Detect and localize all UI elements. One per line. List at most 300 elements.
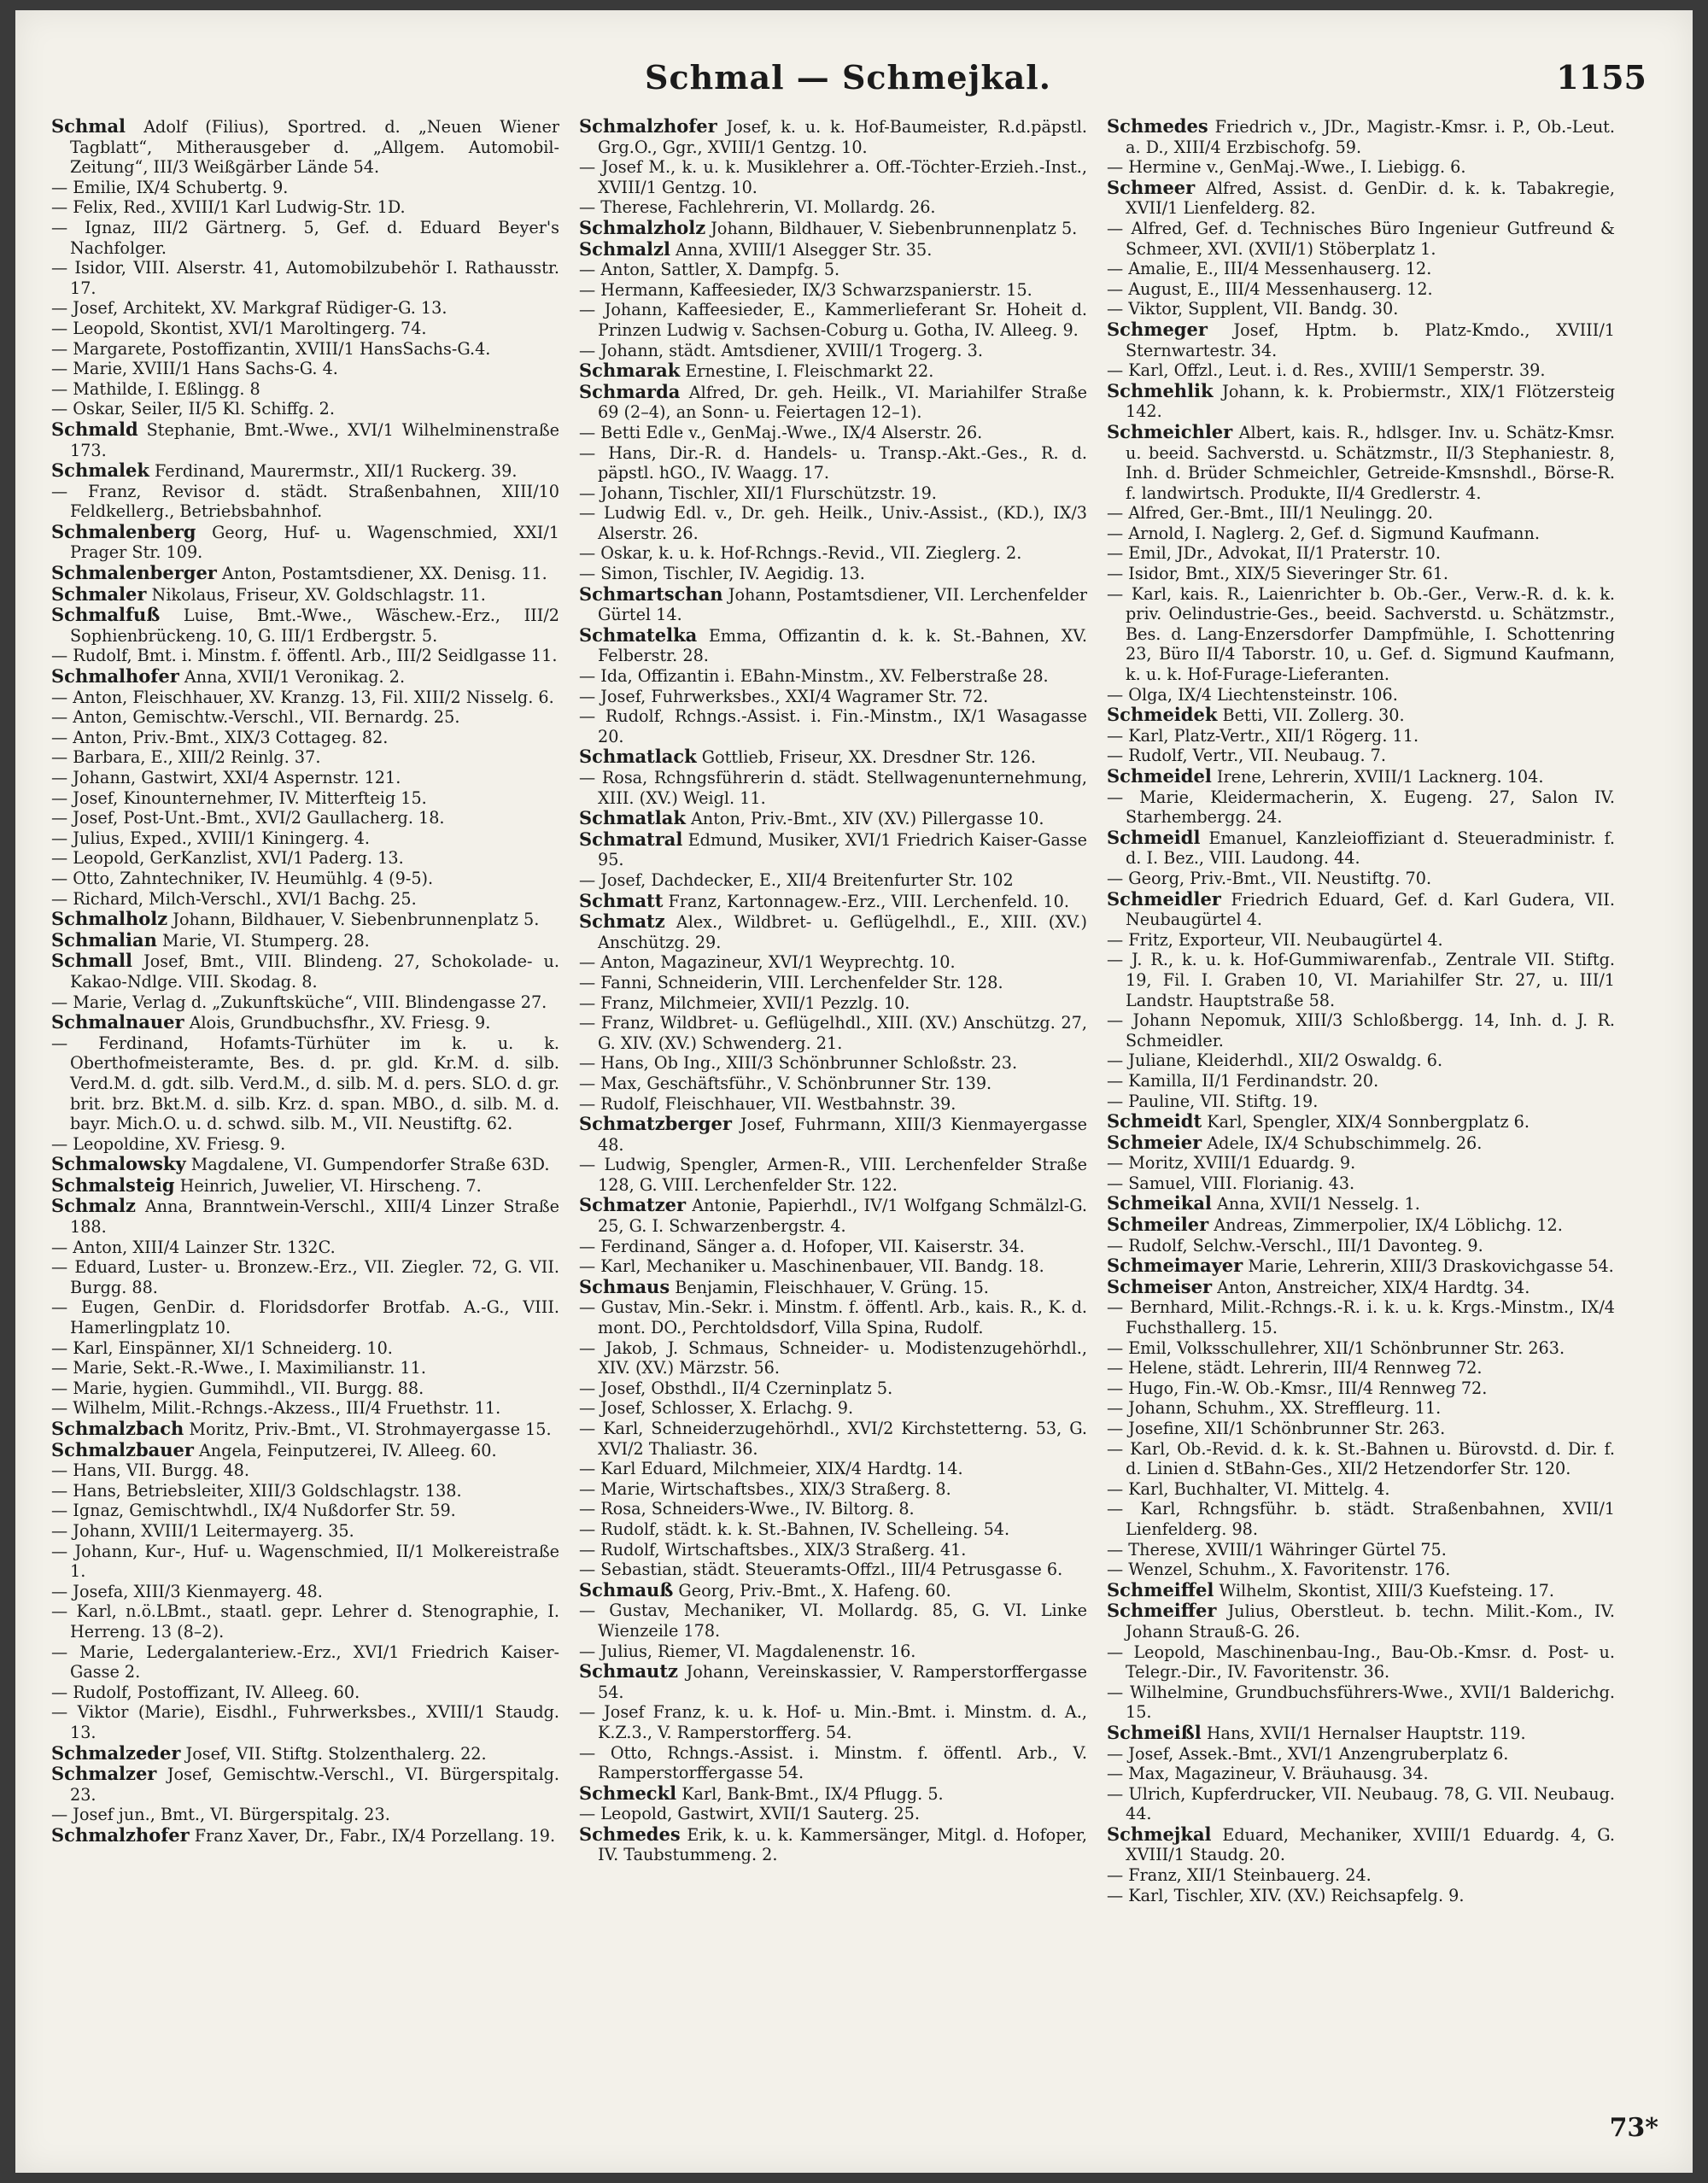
entry-details: — Emilie, IX/4 Schubertg. 9.	[51, 177, 289, 197]
directory-entry	[1107, 1132, 1615, 1154]
entry-surname: Schmeer	[1107, 176, 1196, 198]
directory-entry	[51, 889, 559, 910]
directory-entry	[1107, 1824, 1615, 1865]
entry-details: — Marie, Ledergalanteriew.-Erz., XVI/1 Friedrich Kaiser-Gasse 2.	[51, 1642, 559, 1683]
entry-surname: Schmarda	[579, 380, 681, 402]
entry-details: — Anton, Sattler, X. Dampfg. 5.	[579, 260, 840, 280]
entry-surname: Schmeikal	[1107, 1192, 1212, 1214]
directory-entry	[1107, 1214, 1615, 1236]
directory-entry	[51, 768, 559, 788]
entry-details: — Johann, städt. Amtsdiener, XVIII/1 Trogerg. 3.	[579, 340, 983, 360]
directory-entry	[1107, 685, 1615, 705]
entry-surname: Schmalzhofer	[579, 116, 717, 137]
directory-entry	[51, 1175, 559, 1197]
entry-details: — J. R., k. u. k. Hof-Gummiwarenfab., Zentrale VII. Stiftg. 19, Fil. I. Graben 10, VI. Mariahilfer Str. 27, u. III/1 Landstr. Hauptstraße 58.	[1107, 950, 1615, 1010]
entry-details: — Franz, Milchmeier, XVII/1 Pezzlg. 10.	[579, 992, 910, 1013]
entry-details: Josef, Gemischtw.-Verschl., VI. Bürgerspitalg. 23.	[70, 1765, 559, 1805]
directory-entry	[1107, 1886, 1615, 1906]
directory-entry	[1107, 503, 1615, 524]
entry-details: — Josef, Assek.-Bmt., XVI/1 Anzengruberplatz 6.	[1107, 1743, 1509, 1764]
directory-entry	[51, 379, 559, 400]
entry-surname: Schmeimayer	[1107, 1255, 1243, 1277]
entry-details: — Josef, Obsthdl., II/4 Czerninplatz 5.	[579, 1378, 893, 1398]
directory-entry	[51, 1154, 559, 1175]
signature-mark: 73*	[1609, 2113, 1658, 2143]
entry-details: — Rudolf, Rchngs.-Assist. i. Fin.-Minstm., IX/1 Wasagasse 20.	[579, 706, 1087, 746]
directory-entry	[1107, 1419, 1615, 1439]
directory-entry	[1107, 1560, 1615, 1580]
entry-details: — Karl, n.ö.LBmt., staatl. gepr. Lehrer d. Stenographie, I. Herreng. 13 (8–2).	[51, 1601, 559, 1642]
entry-details: — Otto, Rchngs.-Assist. i. Minstm. f. öffentl. Arb., V. Ramperstorffergasse 54.	[579, 1742, 1087, 1783]
entry-details: — Hans, Dir.-R. d. Handels- u. Transp.-Akt.-Ges., R. d. päpstl. hGO., IV. Waagg. 17.	[579, 442, 1087, 483]
entry-details: Franz, Kartonnagew.-Erz., VIII. Lerchenfeld. 10.	[663, 891, 1069, 911]
directory-entry	[1107, 1784, 1615, 1824]
directory-entry	[1107, 584, 1615, 685]
entry-details: — Rudolf, Selchw.-Verschl., III/1 Davonteg. 9.	[1107, 1235, 1483, 1255]
entry-surname: Schmatt	[579, 889, 664, 911]
entry-details: — Rudolf, Postoffizant, IV. Alleeg. 60.	[51, 1682, 360, 1702]
entry-surname: Schmeidler	[1107, 887, 1221, 910]
entry-details: — Rudolf, städt. k. k. St.-Bahnen, IV. Schelleing. 54.	[579, 1519, 1010, 1539]
directory-entry	[51, 605, 559, 646]
entry-details: Stephanie, Bmt.-Wwe., XVI/1 Wilhelminenstraße 173.	[70, 419, 559, 460]
entry-details: — Hugo, Fin.-W. Ob.-Kmsr., III/4 Rennweg 72.	[1107, 1378, 1488, 1398]
entry-details: — Johann, Kaffeesieder, E., Kammerlieferant Sr. Hoheit d. Prinzen Ludwig v. Sachsen-Coburg u. Gotha, IV. Alleeg. 9.	[579, 300, 1087, 340]
directory-entry	[579, 1053, 1087, 1074]
entry-details: Anton, Priv.-Bmt., XIV (XV.) Pillergasse 10.	[685, 809, 1044, 829]
entry-details: — Leopold, Maschinenbau-Ing., Bau-Ob.-Kmsr. d. Post- u. Telegr.-Dir., IV. Favoritenstr. 36.	[1107, 1642, 1615, 1683]
entry-surname: Schmaus	[579, 1275, 670, 1297]
entry-details: — Karl, Einspänner, XI/1 Schneiderg. 10.	[51, 1337, 393, 1358]
directory-entry	[51, 399, 559, 419]
entry-details: — Julius, Riemer, VI. Magdalenenstr. 16.	[579, 1641, 916, 1661]
directory-entry	[579, 1743, 1087, 1783]
entry-surname: Schmalfuß	[51, 604, 161, 626]
entry-details: Edmund, Musiker, XVI/1 Friedrich Kaiser-Gasse 95.	[598, 829, 1087, 870]
entry-surname: Schmeißl	[1107, 1721, 1202, 1743]
directory-entry	[51, 1521, 559, 1542]
entry-details: — Alfred, Ger.-Bmt., III/1 Neulingg. 20.	[1107, 503, 1433, 524]
entry-details: — Viktor (Marie), Eisdhl., Fuhrwerksbes., XVIII/1 Staudg. 13.	[51, 1702, 559, 1742]
directory-entry	[51, 1196, 559, 1237]
directory-entry	[579, 197, 1087, 218]
entry-details: — Therese, XVIII/1 Währinger Gürtel 75.	[1107, 1539, 1447, 1560]
directory-entry	[1107, 1723, 1615, 1744]
entry-details: — Julius, Exped., XVIII/1 Kiningerg. 4.	[51, 828, 371, 848]
entry-details: — Kamilla, II/1 Ferdinandstr. 20.	[1107, 1070, 1379, 1091]
entry-surname: Schmalhofer	[51, 665, 179, 688]
entry-surname: Schmalzbauer	[51, 1438, 194, 1460]
entry-details: — Eugen, GenDir. d. Floridsdorfer Brotfab. A.-G., VIII. Hamerlingplatz 10.	[51, 1297, 559, 1338]
directory-entry	[1107, 1398, 1615, 1419]
directory-entry	[1107, 1358, 1615, 1378]
directory-entry	[51, 788, 559, 809]
entry-details: — Anton, Gemischtw.-Verschl., VII. Bernardg. 25.	[51, 707, 460, 728]
entry-surname: Schmaler	[51, 582, 147, 605]
entry-surname: Schmeiler	[1107, 1214, 1209, 1236]
entry-details: Anna, XVII/1 Veronikag. 2.	[178, 667, 406, 688]
directory-entry	[579, 1540, 1087, 1560]
entry-surname: Schmehlik	[1107, 379, 1214, 401]
column-1	[51, 116, 559, 2106]
entry-details: Josef, k. u. k. Hof-Baumeister, R.d.päpstl. Grg.O., Ggr., XVIII/1 Gentzg. 10.	[598, 117, 1087, 157]
entry-details: — August, E., III/4 Messenhauserg. 12.	[1107, 278, 1433, 299]
entry-details: Alfred, Dr. geh. Heilk., VI. Mariahilfer Straße 69 (2–4), an Sonn- u. Feiertagen 12–1).	[598, 382, 1087, 423]
directory-entry	[51, 930, 559, 951]
entry-surname: Schmeidt	[1107, 1110, 1202, 1132]
entry-surname: Schmautz	[579, 1660, 678, 1683]
column-2	[579, 116, 1087, 2106]
directory-entry	[579, 1804, 1087, 1824]
entry-details: — Josef, Post-Unt.-Bmt., XVI/2 Gaullacherg. 18.	[51, 808, 445, 828]
directory-entry	[1107, 1010, 1615, 1051]
entry-details: — Hans, VII. Burgg. 48.	[51, 1460, 249, 1481]
entry-surname: Schmeidek	[1107, 704, 1218, 726]
directory-entry	[51, 1257, 559, 1297]
entry-details: — Ludwig, Spengler, Armen-R., VIII. Lerchenfelder Straße 128, G. VIII. Lerchenfelder Str. 122.	[579, 1155, 1087, 1195]
entry-details: Anna, XVII/1 Nesselg. 1.	[1211, 1194, 1420, 1214]
directory-entry	[1107, 1642, 1615, 1683]
entry-details: — Johann, Schuhm., XX. Streffleurg. 11.	[1107, 1398, 1442, 1419]
entry-details: Alfred, Assist. d. GenDir. d. k. k. Tabakregie, XVII/1 Lienfelderg. 82.	[1126, 178, 1615, 219]
directory-entry	[1107, 1338, 1615, 1359]
entry-details: — Karl, Platz-Vertr., XII/1 Rögerg. 11.	[1107, 725, 1419, 746]
directory-entry	[1107, 279, 1615, 300]
entry-surname: Schmalzl	[579, 237, 670, 260]
entry-details: — Fanni, Schneiderin, VIII. Lerchenfelder Str. 128.	[579, 972, 1003, 992]
directory-entry	[1107, 422, 1615, 503]
entry-details: Anna, XVIII/1 Alsegger Str. 35.	[670, 239, 933, 260]
entry-details: — Johann, Kur-, Huf- u. Wagenschmied, II/1 Molkereistraße 1.	[51, 1541, 559, 1582]
directory-entry	[1107, 950, 1615, 1010]
entry-surname: Schmalian	[51, 928, 157, 951]
directory-entry	[579, 1601, 1087, 1641]
directory-entry	[579, 116, 1087, 157]
entry-surname: Schmeichler	[1107, 420, 1233, 442]
entry-details: — Ludwig Edl. v., Dr. geh. Heilk., Univ.-Assist., (KD.), IX/3 Alserstr. 26.	[579, 503, 1087, 543]
directory-entry	[1107, 869, 1615, 889]
directory-entry	[51, 1238, 559, 1258]
entry-details: Johann, Postamtsdiener, VII. Lerchenfelder Gürtel 14.	[598, 584, 1087, 625]
entry-details: Anna, Branntwein-Verschl., XIII/4 Linzer Straße 188.	[70, 1197, 559, 1238]
directory-entry	[51, 992, 559, 1013]
directory-entry	[1107, 1092, 1615, 1112]
entry-surname: Schmalzholz	[579, 216, 706, 238]
entry-details: — Ida, Offizantin i. EBahn-Minstm., XV. Felberstraße 28.	[579, 666, 1049, 687]
entry-details: — Karl, kais. R., Laienrichter b. Ob.-Ger., Verw.-R. d. k. k. priv. Oelindustrie-Ges., beeid. Sachverstd. u. Schätzmstr., Bes. d. Lang-Enzersdorfer Dampfmühle, I. Schottenring 23, Büro II/4 Taborstr. 10, u. Gef. d. Sigmund Kaufmann, k. u. k. Hof-Furage-Lieferanten.	[1107, 583, 1615, 685]
entry-details: — Franz, Wildbret- u. Geflügelhdl., XIII. (XV.) Anschützg. 27, G. XIV. (XV.) Schwenderg. 21.	[579, 1013, 1087, 1053]
directory-entry	[1107, 1255, 1615, 1277]
directory-entry	[51, 563, 559, 584]
directory-entry	[579, 829, 1087, 870]
directory-entry	[51, 1358, 559, 1378]
entry-details: — Johann Nepomuk, XIII/3 Schloßbergg. 14, Inh. d. J. R. Schmeidler.	[1107, 1010, 1615, 1051]
directory-entry	[579, 483, 1087, 504]
directory-entry	[1107, 1378, 1615, 1399]
directory-entry	[1107, 766, 1615, 787]
entry-details: — Johann, Gastwirt, XXI/4 Aspernstr. 121.	[51, 768, 401, 787]
directory-entry	[579, 1419, 1087, 1459]
directory-entry	[579, 1378, 1087, 1399]
entry-details: — Rudolf, Wirtschaftsbes., XIX/3 Straßerg. 41.	[579, 1539, 967, 1560]
entry-details: — Karl, Mechaniker u. Maschinenbauer, VII. Bandg. 18.	[579, 1256, 1044, 1277]
directory-entry	[579, 768, 1087, 808]
entry-details: Nikolaus, Friseur, XV. Goldschlagstr. 11.	[146, 584, 486, 605]
entry-details: — Josefa, XIII/3 Kienmayerg. 48.	[51, 1581, 323, 1601]
directory-entry	[51, 359, 559, 379]
directory-entry	[1107, 319, 1615, 360]
directory-entry	[1107, 828, 1615, 869]
directory-entry	[51, 869, 559, 889]
directory-entry	[1107, 1071, 1615, 1092]
entry-details: — Alfred, Gef. d. Technisches Büro Ingenieur Gutfreund & Schmeer, XVI. (XVII/1) Stöberplatz 1.	[1107, 218, 1615, 259]
entry-surname: Schmalz	[51, 1195, 136, 1217]
entry-details: Karl, Spengler, XIX/4 Sonnbergplatz 6.	[1202, 1112, 1530, 1132]
directory-entry	[1107, 564, 1615, 584]
directory-entry	[1107, 1499, 1615, 1539]
entry-details: — Marie, Wirtschaftsbes., XIX/3 Straßerg. 8.	[579, 1478, 951, 1499]
entry-details: — Ferdinand, Sänger a. d. Hofoper, VII. Kaiserstr. 34.	[579, 1236, 1025, 1256]
entry-details: Marie, VI. Stumperg. 28.	[156, 930, 370, 951]
directory-entry	[579, 706, 1087, 746]
directory-entry	[579, 952, 1087, 973]
entry-details: — Leopold, GerKanzlist, XVI/1 Paderg. 13.	[51, 848, 404, 869]
directory-entry	[579, 973, 1087, 993]
column-3	[1107, 116, 1615, 2106]
entry-details: — Josef, Architekt, XV. Markgraf Rüdiger-G. 13.	[51, 298, 447, 319]
directory-entry	[51, 1764, 559, 1805]
directory-entry	[51, 728, 559, 748]
entry-details: Heinrich, Juwelier, VI. Hirscheng. 7.	[174, 1175, 482, 1196]
entry-details: — Bernhard, Milit.-Rchngs.-R. i. k. u. k. Krgs.-Minstm., IX/4 Fuchsthallerg. 15.	[1107, 1297, 1615, 1338]
directory-entry	[579, 1155, 1087, 1195]
entry-surname: Schmalholz	[51, 908, 168, 930]
directory-entry	[579, 564, 1087, 584]
directory-entry	[51, 808, 559, 828]
entry-surname: Schmalenberger	[51, 562, 217, 584]
entry-details: — Josef M., k. u. k. Musiklehrer a. Off.-Töchter-Erzieh.-Inst., XVIII/1 Gentzg. 10.	[579, 157, 1087, 197]
entry-surname: Schmeiser	[1107, 1275, 1213, 1297]
directory-entry	[579, 423, 1087, 443]
entry-details: — Eduard, Luster- u. Bronzew.-Erz., VII. Ziegler. 72, G. VII. Burgg. 88.	[51, 1257, 559, 1297]
directory-entry	[51, 1481, 559, 1501]
entry-details: — Otto, Zahntechniker, IV. Heumühlg. 4 (9-5).	[51, 868, 434, 888]
entry-details: — Isidor, VIII. Alserstr. 41, Automobilzubehör I. Rathausstr. 17.	[51, 258, 559, 298]
entry-details: Anton, Postamtsdiener, XX. Denisg. 11.	[216, 564, 547, 584]
directory-entry	[1107, 360, 1615, 381]
directory-entry	[1107, 889, 1615, 930]
directory-entry	[51, 116, 559, 178]
entry-surname: Schmeidel	[1107, 765, 1212, 787]
entry-details: — Moritz, XVIII/1 Eduardg. 9.	[1107, 1153, 1356, 1173]
entry-details: — Ignaz, III/2 Gärtnerg. 5, Gef. d. Eduard Beyer's Nachfolger.	[51, 217, 559, 258]
entry-details: Benjamin, Fleischhauer, V. Grüng. 15.	[670, 1277, 989, 1297]
entry-surname: Schmatlak	[579, 807, 686, 829]
entry-details: — Josefine, XII/1 Schönbrunner Str. 263.	[1107, 1419, 1446, 1438]
directory-entry	[1107, 1683, 1615, 1723]
entry-details: Josef, Bmt., VIII. Blindeng. 27, Schokolade- u. Kakao-Ndlge. VIII. Skodag. 8.	[70, 951, 559, 992]
entry-details: — Johann, XVIII/1 Leitermayerg. 35.	[51, 1520, 354, 1541]
entry-details: — Rudolf, Vertr., VII. Neubaug. 7.	[1107, 746, 1386, 766]
entry-details: — Anton, XIII/4 Lainzer Str. 132C.	[51, 1237, 336, 1257]
directory-entry	[579, 1560, 1087, 1580]
entry-details: — Rosa, Rchngsführerin d. städt. Stellwagenunternehmung, XIII. (XV.) Weigl. 11.	[579, 768, 1087, 808]
entry-details: Josef, Hptm. b. Platz-Kmdo., XVIII/1 Sternwartestr. 34.	[1126, 319, 1615, 360]
directory-entry	[51, 1378, 559, 1399]
directory-entry	[1107, 219, 1615, 259]
entry-details: — Max, Geschäftsführ., V. Schönbrunner Str. 139.	[579, 1073, 992, 1093]
entry-details: Magdalene, VI. Gumpendorfer Straße 63D.	[185, 1155, 550, 1175]
directory-entry	[579, 239, 1087, 260]
entry-details: — Hans, Betriebsleiter, XIII/3 Goldschlagstr. 138.	[51, 1480, 462, 1501]
entry-details: — Mathilde, I. Eßlingg. 8	[51, 378, 260, 399]
entry-details: Josef, Fuhrmann, XIII/3 Kienmayergasse 48.	[598, 1115, 1087, 1155]
directory-entry	[579, 1519, 1087, 1540]
entry-details: — Wilhelm, Milit.-Rchngs.-Akzess., III/4 Fruethstr. 11.	[51, 1398, 501, 1419]
entry-surname: Schmeiffer	[1107, 1600, 1217, 1622]
entry-details: Irene, Lehrerin, XVIII/1 Lacknerg. 104.	[1211, 767, 1544, 787]
directory-entry	[1107, 1236, 1615, 1256]
directory-entry	[1107, 930, 1615, 951]
entry-details: — Ulrich, Kupferdrucker, VII. Neubaug. 78, G. VII. Neubaug. 44.	[1107, 1783, 1615, 1824]
entry-details: Erik, k. u. k. Kammersänger, Mitgl. d. Hofoper, IV. Taubstummeng. 2.	[598, 1824, 1087, 1865]
directory-entry	[51, 909, 559, 930]
directory-entry	[1107, 1540, 1615, 1560]
directory-entry	[51, 951, 559, 992]
directory-entry	[579, 1459, 1087, 1479]
entry-details: — Marie, Kleidermacherin, X. Eugeng. 27, Salon IV. Starhembergg. 24.	[1107, 787, 1615, 828]
directory-entry	[579, 1702, 1087, 1742]
directory-entry	[579, 584, 1087, 625]
entry-surname: Schmalzhofer	[51, 1823, 190, 1846]
directory-entry	[1107, 178, 1615, 219]
directory-entry	[579, 360, 1087, 382]
directory-page	[15, 10, 1693, 2173]
directory-entry	[579, 1195, 1087, 1236]
directory-entry	[579, 746, 1087, 768]
entry-surname: Schmatzer	[579, 1194, 687, 1216]
entry-details: — Simon, Tischler, IV. Aegidig. 13.	[579, 564, 865, 584]
directory-entry	[51, 298, 559, 319]
entry-details: Emma, Offizantin d. k. k. St.-Bahnen, XV. Felberstr. 28.	[598, 625, 1087, 666]
entry-details: Andreas, Zimmerpolier, IX/4 Löblichg. 12.	[1208, 1215, 1563, 1236]
entry-details: Luise, Bmt.-Wwe., Wäschew.-Erz., III/2 Sophienbrückeng. 10, G. III/1 Erdbergstr. 5.	[70, 606, 559, 646]
entry-surname: Schmartschan	[579, 582, 723, 605]
directory-entry	[1107, 1580, 1615, 1601]
directory-entry	[51, 1582, 559, 1602]
directory-entry	[579, 1642, 1087, 1662]
entry-details: — Felix, Red., XVIII/1 Karl Ludwig-Str. 1D.	[51, 197, 406, 218]
directory-entry	[51, 646, 559, 666]
directory-entry	[579, 1237, 1087, 1257]
entry-details: — Karl, Tischler, XIV. (XV.) Reichsapfelg. 9.	[1107, 1885, 1465, 1905]
directory-entry	[579, 543, 1087, 564]
entry-details: Moritz, Priv.-Bmt., VI. Strohmayergasse 15.	[184, 1419, 552, 1439]
directory-entry	[51, 707, 559, 728]
entry-details: — Josef, Dachdecker, E., XII/4 Breitenfurter Str. 102	[579, 869, 1014, 890]
entry-surname: Schmall	[51, 950, 133, 972]
directory-entry	[51, 258, 559, 298]
entry-details: — Rosa, Schneiders-Wwe., IV. Biltorg. 8.	[579, 1499, 915, 1519]
entry-details: — Josef, Fuhrwerksbes., XXI/4 Wagramer Str. 72.	[579, 686, 989, 706]
directory-entry	[579, 1013, 1087, 1053]
entry-details: — Richard, Milch-Verschl., XVI/1 Bachg. 25.	[51, 888, 417, 909]
directory-entry	[579, 1479, 1087, 1500]
directory-entry	[579, 1824, 1087, 1865]
entry-surname: Schmatlack	[579, 746, 697, 768]
entry-details: Marie, Lehrerin, XIII/3 Draskovichgasse 54.	[1243, 1256, 1614, 1277]
entry-details: — Marie, hygien. Gummihdl., VII. Burgg. 88.	[51, 1378, 424, 1398]
entry-surname: Schmeger	[1107, 318, 1208, 340]
entry-surname: Schmald	[51, 418, 138, 440]
entry-details: — Emil, Volksschullehrer, XII/1 Schönbrunner Str. 263.	[1107, 1337, 1565, 1358]
entry-details: Adele, IX/4 Schubschimmelg. 26.	[1202, 1132, 1483, 1153]
entry-details: — Samuel, VIII. Florianig. 43.	[1107, 1173, 1355, 1193]
entry-details: — Josef, Kinounternehmer, IV. Mitterfteig 15.	[51, 787, 427, 808]
directory-entry	[51, 419, 559, 460]
entry-details: Johann, Vereinskassier, V. Ramperstorffergasse 54.	[598, 1662, 1087, 1702]
directory-entry	[579, 218, 1087, 239]
entry-details: — Karl Eduard, Milchmeier, XIX/4 Hardtg. 14.	[579, 1459, 963, 1479]
directory-entry	[51, 1012, 559, 1033]
entry-details: — Helene, städt. Lehrerin, III/4 Rennweg 72.	[1107, 1358, 1483, 1378]
directory-entry	[1107, 1051, 1615, 1071]
entry-details: — Fritz, Exporteur, VII. Neubaugürtel 4.	[1107, 929, 1443, 950]
directory-entry	[51, 178, 559, 198]
entry-details: — Rudolf, Fleischhauer, VII. Westbahnstr. 39.	[579, 1093, 956, 1114]
entry-details: — Barbara, E., XIII/2 Reinlg. 37.	[51, 747, 321, 768]
entry-details: — Isidor, Bmt., XIX/5 Sieveringer Str. 61.	[1107, 564, 1448, 584]
entry-details: — Margarete, Postoffizantin, XVIII/1 HansSachs-G.4.	[51, 338, 491, 359]
directory-entry	[579, 666, 1087, 687]
directory-entry	[51, 1398, 559, 1419]
entry-details: Gottlieb, Friseur, XX. Dresdner Str. 126.	[696, 747, 1037, 768]
directory-entry	[579, 870, 1087, 891]
entry-details: Adolf (Filius), Sportred. d. „Neuen Wiener Tagblatt“, Mitherausgeber d. „Allgem. Automobil-Zeitung“, III/3 Weißgärber Lände 54.	[70, 117, 559, 178]
entry-details: — Oskar, Seiler, II/5 Kl. Schiffg. 2.	[51, 399, 335, 419]
directory-entry	[579, 1398, 1087, 1419]
directory-entry	[51, 1825, 559, 1846]
directory-entry	[51, 482, 559, 522]
entry-details: — Ignaz, Gemischtwhdl., IX/4 Nußdorfer Str. 59.	[51, 1501, 456, 1521]
directory-entry	[51, 1460, 559, 1481]
entry-details: Josef, VII. Stiftg. Stolzenthalerg. 22.	[180, 1743, 487, 1764]
directory-entry	[1107, 1173, 1615, 1194]
entry-details: Johann, k. k. Probiermstr., XIX/1 Flötzersteig 142.	[1126, 381, 1615, 422]
entry-details: — Hermann, Kaffeesieder, IX/3 Schwarzspanierstr. 15.	[579, 279, 1032, 300]
entry-surname: Schmalnauer	[51, 1011, 184, 1033]
entry-details: — Emil, JDr., Advokat, II/1 Praterstr. 10.	[1107, 543, 1441, 564]
directory-entry	[579, 443, 1087, 483]
directory-entry	[51, 688, 559, 708]
entry-details: — Betti Edle v., GenMaj.-Wwe., IX/4 Alserstr. 26.	[579, 422, 983, 442]
entry-details: Franz Xaver, Dr., Fabr., IX/4 Porzellang. 19.	[189, 1825, 556, 1846]
directory-entry	[579, 1277, 1087, 1298]
entry-surname: Schmalowsky	[51, 1153, 186, 1175]
directory-entry	[51, 339, 559, 360]
directory-entry	[51, 1440, 559, 1461]
entry-details: Friedrich v., JDr., Magistr.-Kmsr. i. P., Ob.-Leut. a. D., XIII/4 Erzbischofg. 59.	[1126, 117, 1615, 157]
page-header	[50, 43, 1647, 111]
entry-details: — Franz, Revisor d. städt. Straßenbahnen, XIII/10 Feldkellerg., Betriebsbahnhof.	[51, 481, 559, 522]
entry-surname: Schmalzbach	[51, 1418, 184, 1439]
entry-details: — Karl, Ob.-Revid. d. k. k. St.-Bahnen u. Bürovstd. d. Dir. f. d. Linien d. StBahn-Ges., XII/2 Hetzendorfer Str. 120.	[1107, 1438, 1615, 1479]
directory-entry	[51, 1601, 559, 1642]
entry-details: — Georg, Priv.-Bmt., VII. Neustiftg. 70.	[1107, 868, 1432, 888]
entry-details: Betti, VII. Zollerg. 30.	[1217, 705, 1405, 726]
entry-surname: Schmatzberger	[579, 1113, 732, 1135]
directory-entry	[579, 503, 1087, 543]
